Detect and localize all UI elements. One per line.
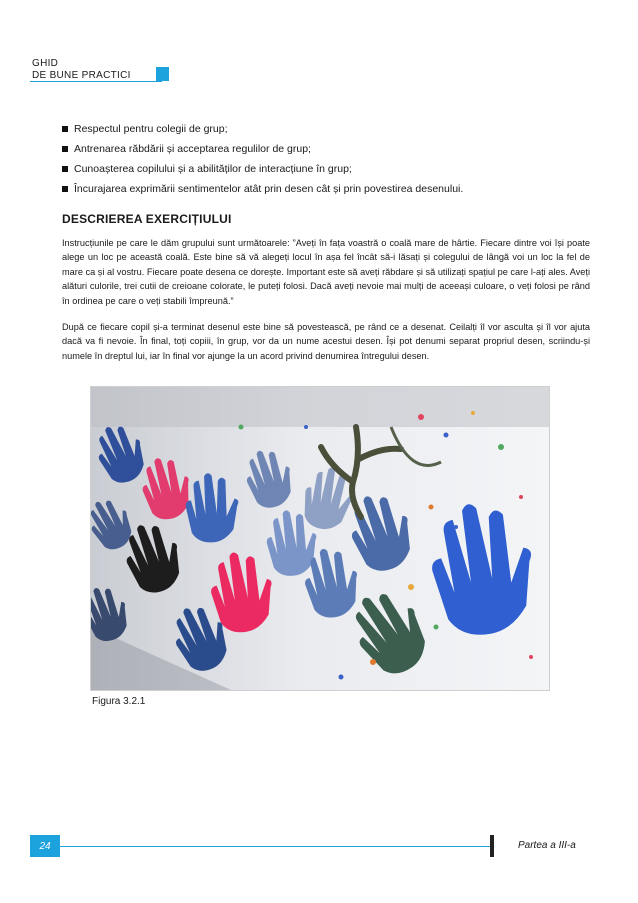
instructions-paragraph: Instrucțiunile pe care le dăm grupului sunt următoarele: ”Aveți în fața voastră o coală mare de hârtie. Fiecare dintre voi își poate alege un loc pe această coală. Este bine să vă alegeți locul în așa fel încât să-i lăsați și colegului de lângă voi un loc la fel de mare ca și al vostru. Fiecare poate desena ce dorește. Important este să aveți răbdare și să utilizați spațiul pe care l-ați ales. Aveți alături culorile, trei cutii de creioane colorate, le puteți folosi. Dacă aveți nevoie mai mulți de aceeași culoare, o veți folosi pe rând în ordinea pe care o veți stabili împreună.”: [62, 238, 590, 306]
header-accent-square: [156, 67, 169, 81]
list-item: [62, 182, 582, 202]
list-item: [62, 142, 582, 162]
objective-text: Respectul pentru colegii de grup;: [74, 123, 228, 135]
square-bullet-icon: [62, 186, 68, 192]
objectives-list: [62, 122, 582, 202]
footer-bar-marker: [490, 835, 494, 857]
header-title-line2: DE BUNE PRACTICI: [32, 70, 131, 81]
square-bullet-icon: [62, 146, 68, 152]
header-divider: [30, 81, 162, 82]
footer-part-label: Partea a III-a: [518, 840, 576, 851]
page-number: 24: [30, 835, 60, 857]
figure-caption: Figura 3.2.1: [92, 696, 146, 707]
list-item: [62, 162, 582, 182]
list-item: [62, 122, 582, 142]
header-title-line1: GHID: [32, 58, 59, 69]
handprints-photo: [90, 386, 550, 691]
objective-text: Cunoașterea copilului și a abilităților de interacțiune în grup;: [74, 163, 352, 175]
followup-paragraph: După ce fiecare copil și-a terminat desenul este bine să povestească, pe rând ce a desenat. Ceilalți îl vor asculta și îl vor ajuta dacă va fi nevoie. În final, toți copiii, în grup, vor da un nume acestui desen. Își pot denumi separat propriul desen, scriindu-și numele în dreptul lui, iar în final vor ajunge la un acord privind denumirea întregului desen.: [62, 322, 590, 361]
footer-divider: [60, 846, 492, 847]
objective-text: Încurajarea exprimării sentimentelor atât prin desen cât și prin povestirea desenului.: [74, 183, 464, 195]
objective-text: Antrenarea răbdării și acceptarea regulilor de grup;: [74, 143, 311, 155]
square-bullet-icon: [62, 126, 68, 132]
square-bullet-icon: [62, 166, 68, 172]
section-title: DESCRIEREA EXERCIȚIULUI: [62, 212, 232, 226]
